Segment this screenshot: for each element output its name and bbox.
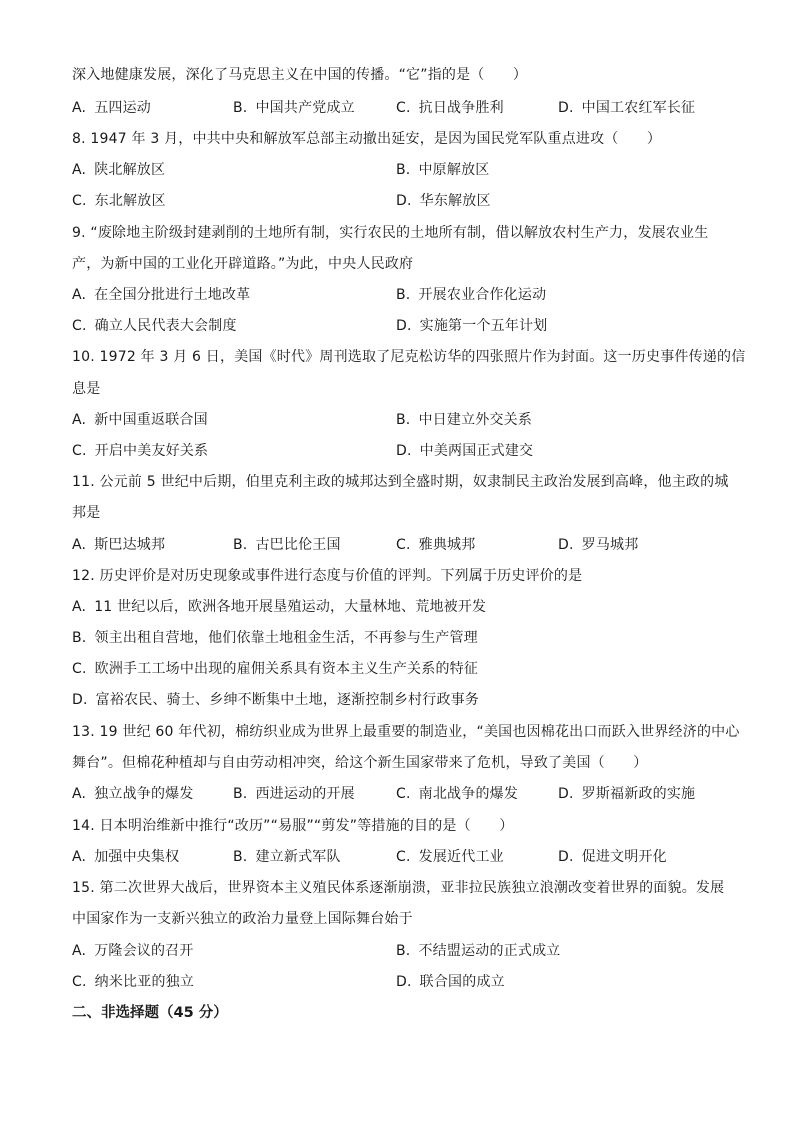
option-text: 五四运动 xyxy=(94,100,151,116)
q14-option-c xyxy=(396,847,504,867)
q15-stem-line1: 15. 第二次世界大战后，世界资本主义殖民体系逐渐崩溃，亚非拉民族独立浪潮改变着世界的面貌。发展 xyxy=(72,880,725,896)
option-label: C. xyxy=(72,443,87,459)
option-label: A. xyxy=(72,943,87,959)
option-text: 富裕农民、骑士、乡绅不断集中土地，逐渐控制乡村行政事务 xyxy=(95,692,480,708)
q9-stem-line1: 9. “废除地主阶级封建剥削的土地所有制，实行农民的土地所有制，借以解放农村生产力，发展农业生 xyxy=(72,225,709,241)
option-text: 万隆会议的召开 xyxy=(94,943,194,959)
q13-option-c xyxy=(396,784,518,804)
option-text: 抗日战争胜利 xyxy=(418,100,504,116)
option-text: 古巴比伦王国 xyxy=(255,537,341,553)
q13-option-a xyxy=(72,784,194,804)
q11-option-d xyxy=(558,535,638,555)
option-label: D. xyxy=(558,849,574,865)
q7-stem-tail: 深入地健康发展，深化了马克思主义在中国的传播。“它”指的是（ ） xyxy=(72,67,528,83)
option-text: 独立战争的爆发 xyxy=(94,786,194,802)
option-text: 联合国的成立 xyxy=(419,974,505,990)
q10-option-c xyxy=(72,441,208,461)
q15-option-c xyxy=(72,972,194,992)
q10-option-d xyxy=(396,441,533,461)
q13-option-b xyxy=(233,784,355,804)
option-text: 陕北解放区 xyxy=(94,162,166,178)
q12-option-d xyxy=(72,690,479,710)
option-label: D. xyxy=(72,692,88,708)
option-label: C. xyxy=(396,786,411,802)
q7-option-d xyxy=(558,98,695,118)
section-heading: 二、非选择题（45 分） xyxy=(72,1005,228,1021)
q9-option-b xyxy=(396,285,546,305)
option-label: C. xyxy=(72,318,87,334)
option-label: D. xyxy=(396,974,412,990)
q12-option-a xyxy=(72,597,486,617)
option-label: D. xyxy=(558,100,574,116)
q10-option-a xyxy=(72,410,208,430)
option-text: 领主出租自营地，他们依靠土地租金生活，不再参与生产管理 xyxy=(94,630,478,646)
q9-option-c xyxy=(72,316,237,336)
option-text: 西进运动的开展 xyxy=(255,786,355,802)
option-label: D. xyxy=(396,193,412,209)
option-label: A. xyxy=(72,412,87,428)
q8-option-a xyxy=(72,160,165,180)
q8-option-c xyxy=(72,191,166,211)
option-text: 东北解放区 xyxy=(94,193,166,209)
q11-stem-line2: 邦是 xyxy=(72,505,101,521)
q14-option-b xyxy=(233,847,341,867)
option-text: 不结盟运动的正式成立 xyxy=(418,943,561,959)
q14-option-a xyxy=(72,847,179,867)
option-text: 纳米比亚的独立 xyxy=(94,974,195,990)
option-label: A. xyxy=(72,849,87,865)
q9-stem-line2: 产，为新中国的工业化开辟道路。”为此，中央人民政府 xyxy=(72,256,414,272)
q15-option-b xyxy=(396,941,560,961)
option-label: C. xyxy=(72,974,87,990)
option-text: 新中国重返联合国 xyxy=(94,412,208,428)
q11-option-c xyxy=(396,535,475,555)
q8-option-b xyxy=(396,160,489,180)
option-text: 在全国分批进行土地改革 xyxy=(94,287,251,303)
option-label: C. xyxy=(396,537,411,553)
option-text: 华东解放区 xyxy=(419,193,491,209)
q7-option-b xyxy=(233,98,355,118)
q14-stem: 14. 日本明治维新中推行“改历”“易服”“剪发”等措施的目的是（ ） xyxy=(72,818,514,834)
q9-option-a xyxy=(72,285,250,305)
option-text: 开展农业合作化运动 xyxy=(418,287,547,303)
option-label: B. xyxy=(233,786,248,802)
option-label: B. xyxy=(72,630,87,646)
q15-stem-line2: 中国家作为一支新兴独立的政治力量登上国际舞台始于 xyxy=(72,911,413,927)
option-label: A. xyxy=(72,287,87,303)
option-text: 中日建立外交关系 xyxy=(418,412,533,428)
q15-option-a xyxy=(72,941,194,961)
option-label: D. xyxy=(396,318,412,334)
q10-option-b xyxy=(396,410,532,430)
q10-stem-line2: 息是 xyxy=(72,381,101,397)
option-label: B. xyxy=(233,100,248,116)
option-text: 中国共产党成立 xyxy=(255,100,355,116)
option-text: 确立人民代表大会制度 xyxy=(94,318,237,334)
option-label: C. xyxy=(72,661,87,677)
q11-option-a xyxy=(72,535,165,555)
option-label: A. xyxy=(72,100,87,116)
option-text: 促进文明开化 xyxy=(581,849,667,865)
option-text: 11 世纪以后，欧洲各地开展垦殖运动，大量林地、荒地被开发 xyxy=(94,599,487,615)
option-text: 开启中美友好关系 xyxy=(94,443,209,459)
option-label: A. xyxy=(72,786,87,802)
q10-stem-line1: 10. 1972 年 3 月 6 日，美国《时代》周刊选取了尼克松访华的四张照片作为封面。这一历史事件传递的信 xyxy=(72,349,746,365)
option-label: A. xyxy=(72,537,87,553)
option-label: B. xyxy=(396,162,411,178)
option-text: 中国工农红军长征 xyxy=(581,100,696,116)
option-text: 加强中央集权 xyxy=(94,849,180,865)
option-label: C. xyxy=(396,100,411,116)
q14-option-d xyxy=(558,847,667,867)
option-text: 斯巴达城邦 xyxy=(94,537,166,553)
option-label: D. xyxy=(558,786,574,802)
q11-stem-line1: 11. 公元前 5 世纪中后期，伯里克利主政的城邦达到全盛时期，奴隶制民主政治发展到高峰，他主政的城 xyxy=(72,474,729,490)
q15-option-d xyxy=(396,972,505,992)
q8-stem: 8. 1947 年 3 月，中共中央和解放军总部主动撤出延安，是因为国民党军队重点进攻（ ） xyxy=(72,131,662,147)
q13-stem-line2: 舞台”。但棉花种植却与自由劳动相冲突，给这个新生国家带来了危机，导致了美国（ ） xyxy=(72,755,648,771)
q13-stem-line1: 13. 19 世纪 60 年代初，棉纺织业成为世界上最重要的制造业，“美国也因棉花出口而跃入世界经济的中心 xyxy=(72,724,740,740)
q12-option-b xyxy=(72,628,478,648)
option-text: 罗马城邦 xyxy=(581,537,639,553)
option-text: 南北战争的爆发 xyxy=(418,786,519,802)
q12-option-c xyxy=(72,659,478,679)
q7-option-c xyxy=(396,98,504,118)
option-text: 中原解放区 xyxy=(418,162,490,178)
q12-stem: 12. 历史评价是对历史现象或事件进行态度与价值的评判。下列属于历史评价的是 xyxy=(72,568,583,584)
option-text: 建立新式军队 xyxy=(255,849,341,865)
option-label: B. xyxy=(233,849,248,865)
option-label: D. xyxy=(396,443,412,459)
q11-option-b xyxy=(233,535,341,555)
option-label: B. xyxy=(233,537,248,553)
option-text: 实施第一个五年计划 xyxy=(419,318,548,334)
q9-option-d xyxy=(396,316,547,336)
option-text: 罗斯福新政的实施 xyxy=(581,786,696,802)
option-text: 雅典城邦 xyxy=(418,537,476,553)
q13-option-d xyxy=(558,784,695,804)
option-text: 中美两国正式建交 xyxy=(419,443,534,459)
option-label: C. xyxy=(396,849,411,865)
option-label: C. xyxy=(72,193,87,209)
option-label: B. xyxy=(396,412,411,428)
option-text: 发展近代工业 xyxy=(418,849,504,865)
q8-option-d xyxy=(396,191,491,211)
option-label: A. xyxy=(72,599,87,615)
option-label: A. xyxy=(72,162,87,178)
option-label: B. xyxy=(396,943,411,959)
option-label: D. xyxy=(558,537,574,553)
q7-option-a xyxy=(72,98,151,118)
option-label: B. xyxy=(396,287,411,303)
option-text: 欧洲手工工场中出现的雇佣关系具有资本主义生产关系的特征 xyxy=(94,661,479,677)
